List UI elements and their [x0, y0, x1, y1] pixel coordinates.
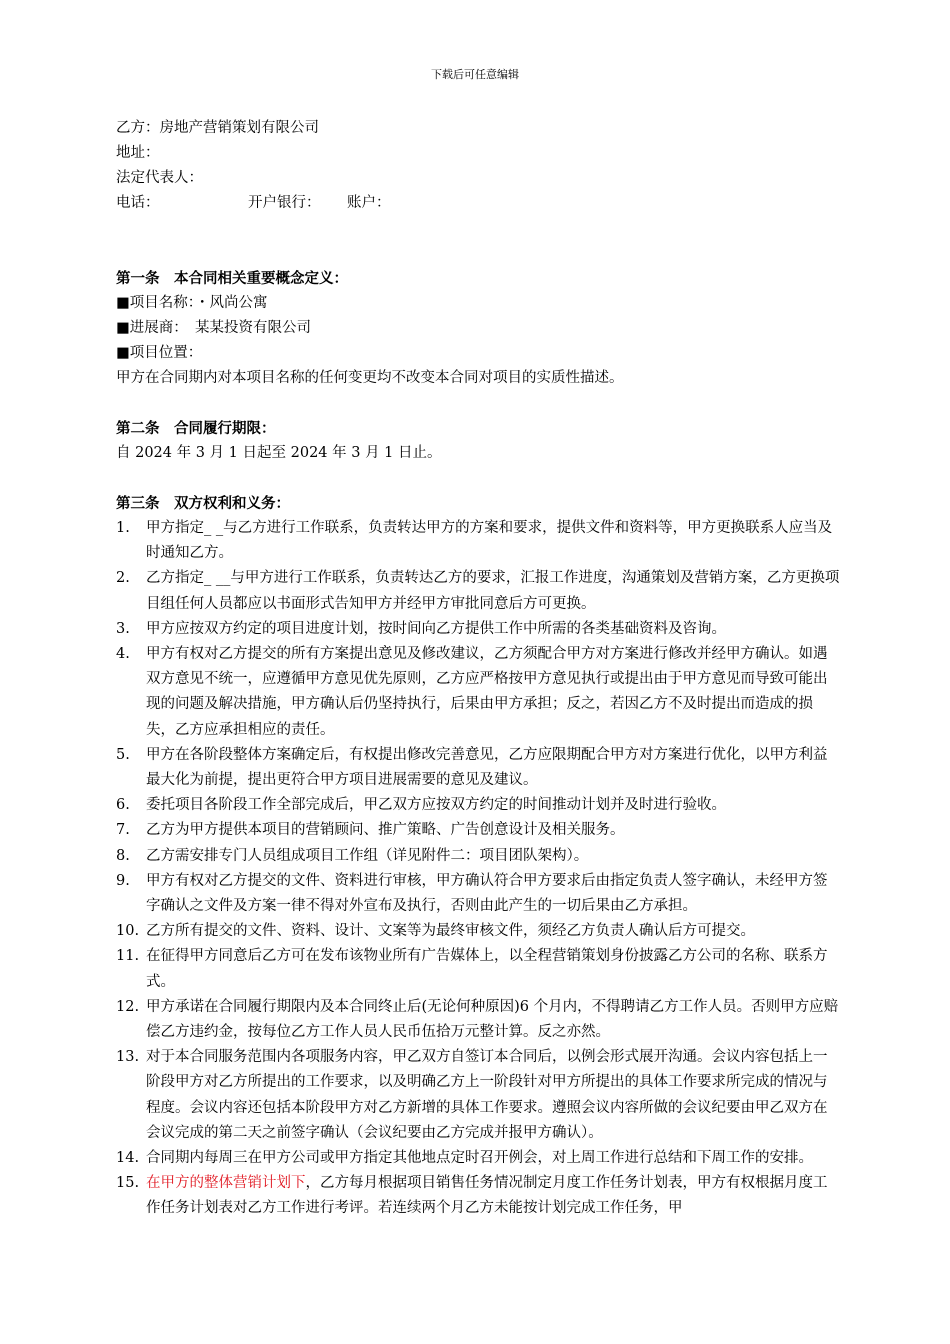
list-item-text: 委托项目各阶段工作全部完成后，甲乙双方应按双方约定的时间推动计划并及时进行验收。 — [146, 797, 726, 814]
list-item — [116, 818, 840, 843]
party-b-name: 乙方：房地产营销策划有限公司 — [116, 120, 319, 136]
list-item — [116, 995, 840, 1045]
party-b-bank: 开户银行： — [248, 195, 321, 211]
party-b-contact-row — [116, 191, 840, 216]
article-2-title: 第二条 合同履行期限： — [116, 420, 276, 437]
party-b-legal-rep: 法定代表人： — [116, 170, 203, 186]
list-item-number: 11. — [116, 948, 140, 965]
list-item-number: 10. — [116, 923, 140, 940]
list-item — [116, 743, 840, 793]
list-item — [116, 844, 840, 869]
list-item-highlight: 在甲方的整体营销计划下 — [146, 1175, 306, 1192]
list-item-text: 对于本合同服务范围内各项服务内容，甲乙双方自签订本合同后，以例会形式展开沟通。会议内容包括上一阶段甲方对乙方所提出的工作要求，以及明确乙方上一阶段针对甲方所提出的具体工作要求所完成的情况与程度。会议内容还包括本阶段甲方对乙方新增的具体工作要求。遵照会议内容所做的会议纪要由甲乙双方在会议完成的第二天之前签字确认（会议纪要由乙方完成并报甲方确认）。 — [146, 1049, 828, 1141]
list-item-number: 4. — [116, 646, 130, 663]
document-body — [116, 116, 840, 1222]
party-b-account: 账户： — [347, 195, 391, 211]
party-b-phone: 电话： — [116, 195, 160, 211]
list-item-text: 合同期内每周三在甲方公司或甲方指定其他地点定时召开例会，对上周工作进行总结和下周工作的安排。 — [146, 1150, 813, 1167]
list-item — [116, 793, 840, 818]
list-item-text: 乙方所有提交的文件、资料、设计、文案等为最终审核文件，须经乙方负责人确认后方可提交。 — [146, 923, 755, 940]
list-item-text: ，乙方每月根据项目销售任务情况制定月度工作任务计划表，甲方有权根据月度工作任务计划表对乙方工作进行考评。若连续两个月乙方未能按计划完成工作任务，甲 — [146, 1175, 828, 1217]
list-item — [116, 1045, 840, 1146]
list-item-text: 甲方有权对乙方提交的文件、资料进行审核，甲方确认符合甲方要求后由指定负责人签字确认，未经甲方签字确认之文件及方案一律不得对外宣布及执行，否则由此产生的一切后果由乙方承担。 — [146, 872, 828, 915]
list-item — [116, 919, 840, 944]
list-item-text: 甲方指定_ _与乙方进行工作联系，负责转达甲方的方案和要求，提供文件和资料等，甲方更换联系人应当及时通知乙方。 — [146, 520, 833, 562]
article-3-title: 第三条 双方权利和义务： — [116, 495, 290, 512]
list-item-number: 13. — [116, 1049, 140, 1066]
list-item — [116, 944, 840, 994]
list-item — [116, 1146, 840, 1171]
list-item-number: 8. — [116, 847, 130, 864]
list-item-text: 乙方指定_ __与甲方进行工作联系，负责转达乙方的要求，汇报工作进度，沟通策划及营销方案，乙方更换项目组任何人员都应以书面形式告知甲方并经甲方审批同意后方可更换。 — [146, 570, 840, 612]
list-item — [116, 869, 840, 919]
list-item-text: 甲方有权对乙方提交的所有方案提出意见及修改建议，乙方须配合甲方对方案进行修改并经甲方确认。如遇双方意见不统一，应遵循甲方意见优先原则，乙方应严格按甲方意见执行或提出由于甲方意见而导致可能出现的问题及解决措施，甲方确认后仍坚持执行，后果由甲方承担；反之，若因乙方不及时提出而造成的损失，乙方应承担相应的责任。 — [146, 646, 828, 738]
list-item-number: 5. — [116, 746, 130, 763]
list-item-number: 2. — [116, 570, 130, 587]
list-item — [116, 1171, 840, 1221]
list-item-text: 在征得甲方同意后乙方可在发布该物业所有广告媒体上，以全程营销策划身份披露乙方公司的名称、联系方式。 — [146, 948, 828, 990]
list-item-number: 3. — [116, 620, 130, 637]
list-item-text: 乙方为甲方提供本项目的营销顾问、推广策略、广告创意设计及相关服务。 — [146, 822, 625, 839]
party-b-address: 地址： — [116, 145, 160, 161]
header-note: 下载后可任意编辑 — [431, 68, 519, 81]
list-item-number: 7. — [116, 822, 130, 839]
article-3-list — [116, 516, 840, 1222]
article-1-title: 第一条 本合同相关重要概念定义： — [116, 270, 348, 287]
list-item-text: 甲方承诺在合同履行期限内及本合同终止后(无论何种原因)6 个月内，不得聘请乙方工作人员。否则甲方应赔偿乙方违约金，按每位乙方工作人员人民币伍拾万元整计算。反之亦然。 — [146, 998, 839, 1041]
list-item — [116, 617, 840, 642]
list-item-text: 乙方需安排专门人员组成项目工作组（详见附件二：项目团队架构）。 — [146, 847, 589, 864]
list-item — [116, 642, 840, 743]
article-1-note: 甲方在合同期内对本项目名称的任何变更均不改变本合同对项目的实质性描述。 — [116, 370, 624, 386]
article-1-item-location: ■项目位置： — [116, 345, 203, 361]
list-item-number: 14. — [116, 1150, 140, 1167]
list-item — [116, 516, 840, 566]
article-1-item-developer: ■进展商： 某某投资有限公司 — [116, 320, 311, 336]
list-item-number: 15. — [116, 1175, 140, 1192]
article-1-item-project-name: ■项目名称：・风尚公寓 — [116, 295, 268, 311]
list-item-text: 甲方在各阶段整体方案确定后，有权提出修改完善意见，乙方应限期配合甲方对方案进行优化，以甲方利益最大化为前提，提出更符合甲方项目进展需要的意见及建议。 — [146, 746, 828, 789]
list-item-number: 6. — [116, 797, 130, 814]
list-item-number: 12. — [116, 998, 140, 1015]
article-2-text: 自 2024 年 3 月 1 日起至 2024 年 3 月 1 日止。 — [116, 445, 442, 461]
list-item-text: 甲方应按双方约定的项目进度计划，按时间向乙方提供工作中所需的各类基础资料及咨询。 — [146, 620, 726, 637]
list-item-number: 1. — [116, 520, 130, 536]
list-item-number: 9. — [116, 872, 130, 889]
list-item — [116, 566, 840, 616]
